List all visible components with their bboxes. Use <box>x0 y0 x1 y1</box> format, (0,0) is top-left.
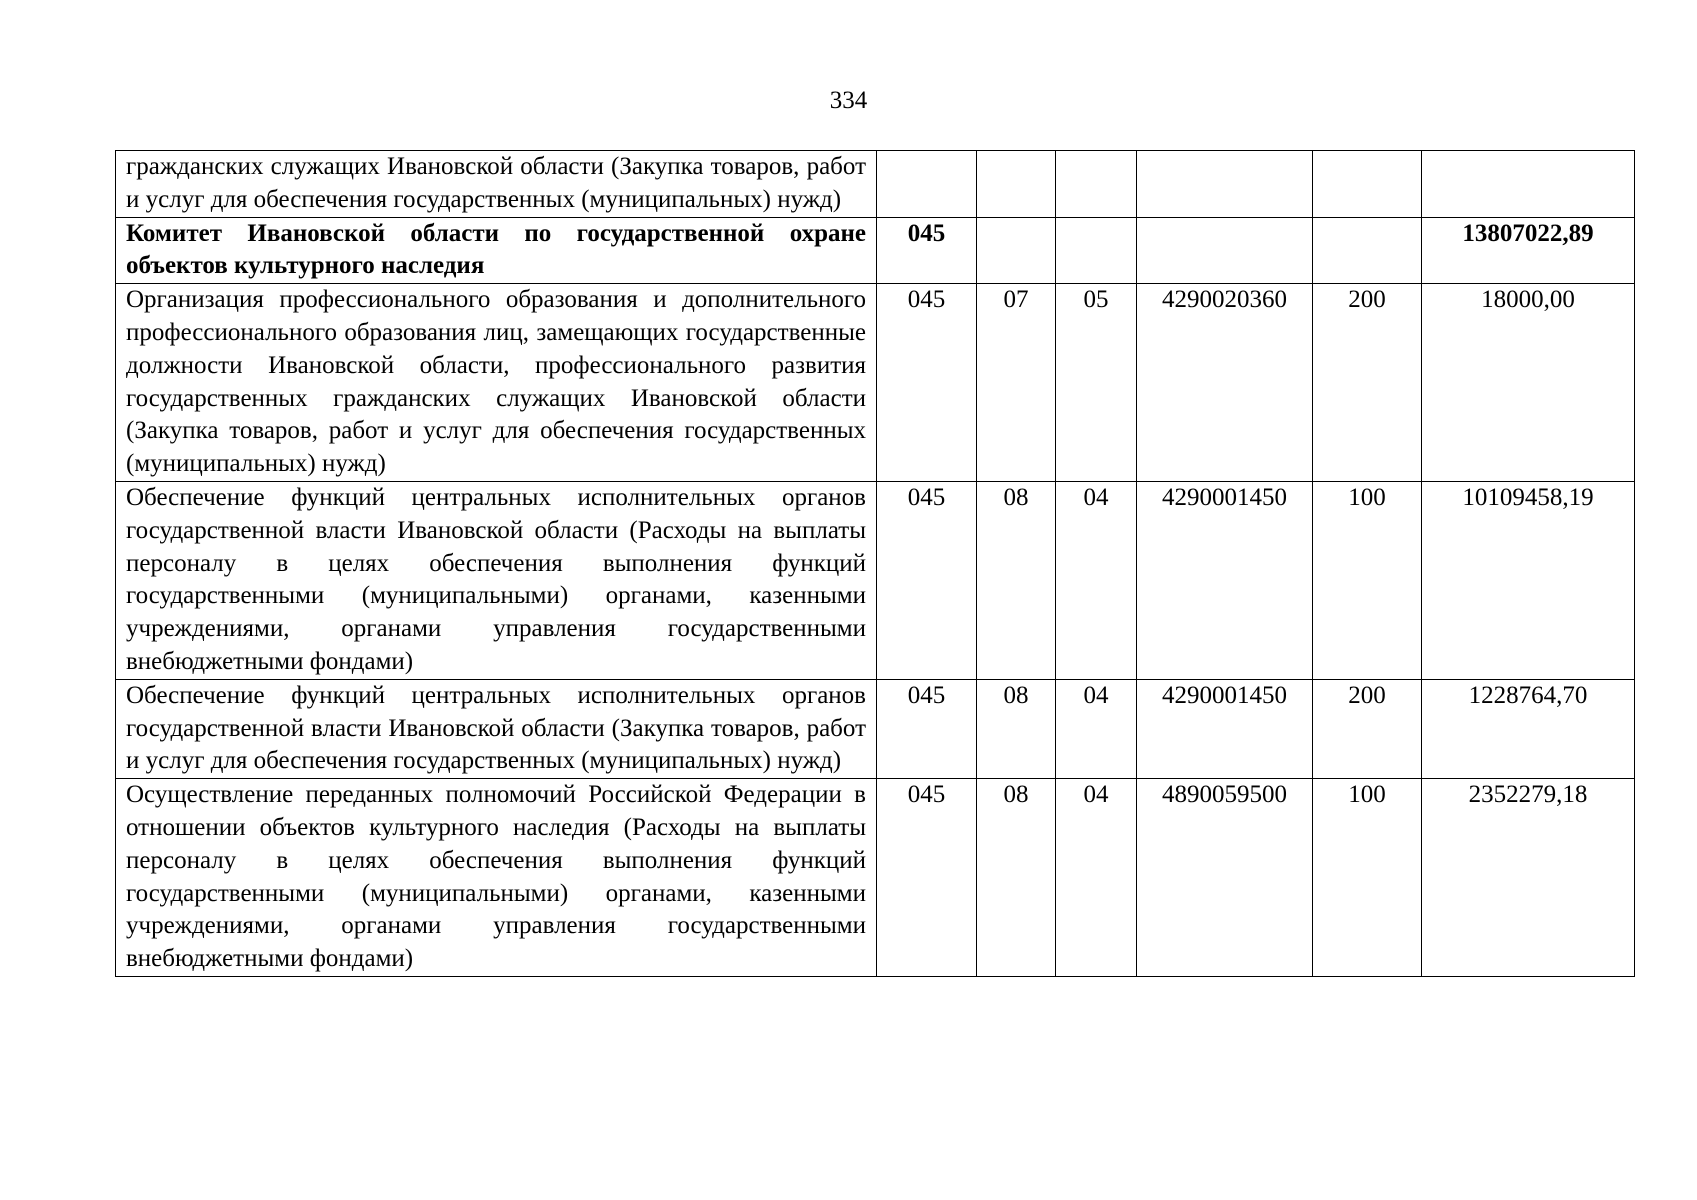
subsection-code: 05 <box>1056 284 1137 482</box>
subsection-code: 04 <box>1056 481 1137 679</box>
amount-value <box>1422 151 1635 218</box>
expense-type-code <box>1313 151 1422 218</box>
ministry-code <box>877 151 977 218</box>
amount-value: 10109458,19 <box>1422 481 1635 679</box>
row-description: Обеспечение функций центральных исполнительных органов государственной власти Ивановской области (Закупка товаров, работ и услуг для обеспечения государственных (муниципальных) нужд) <box>116 679 877 778</box>
row-description: Организация профессионального образования и дополнительного профессионального образования лиц, замещающих государственные должности Ивановской области, профессионального развития государственных гражданских служащих Ивановской области (Закупка товаров, работ и услуг для обеспечения государственных (муниципальных) нужд) <box>116 284 877 482</box>
table-row <box>116 151 1635 218</box>
subsection-code: 04 <box>1056 679 1137 778</box>
row-description: Комитет Ивановской области по государственной охране объектов культурного наследия <box>116 217 877 284</box>
target-article-code: 4290001450 <box>1137 481 1313 679</box>
ministry-code: 045 <box>877 779 977 977</box>
expense-type-code: 200 <box>1313 284 1422 482</box>
section-code <box>977 217 1056 284</box>
section-code: 08 <box>977 481 1056 679</box>
row-description: гражданских служащих Ивановской области (Закупка товаров, работ и услуг для обеспечения государственных (муниципальных) нужд) <box>116 151 877 218</box>
section-code <box>977 151 1056 218</box>
ministry-code: 045 <box>877 679 977 778</box>
amount-value: 1228764,70 <box>1422 679 1635 778</box>
target-article-code <box>1137 217 1313 284</box>
section-code: 08 <box>977 779 1056 977</box>
amount-value: 18000,00 <box>1422 284 1635 482</box>
target-article-code <box>1137 151 1313 218</box>
subsection-code <box>1056 217 1137 284</box>
section-code: 07 <box>977 284 1056 482</box>
amount-value: 2352279,18 <box>1422 779 1635 977</box>
target-article-code: 4290001450 <box>1137 679 1313 778</box>
ministry-code: 045 <box>877 284 977 482</box>
ministry-code: 045 <box>877 217 977 284</box>
ministry-code: 045 <box>877 481 977 679</box>
table-row <box>116 779 1635 977</box>
section-code: 08 <box>977 679 1056 778</box>
expense-type-code: 100 <box>1313 779 1422 977</box>
page-number: 334 <box>829 87 868 114</box>
table-row <box>116 481 1635 679</box>
expense-type-code: 200 <box>1313 679 1422 778</box>
subsection-code <box>1056 151 1137 218</box>
subsection-code: 04 <box>1056 779 1137 977</box>
row-description: Осуществление переданных полномочий Российской Федерации в отношении объектов культурного наследия (Расходы на выплаты персоналу в целях обеспечения выполнения функций государственными (муниципальными) органами, казенными учреждениями, органами управления государственными внебюджетными фондами) <box>116 779 877 977</box>
expense-type-code <box>1313 217 1422 284</box>
table-row <box>116 679 1635 778</box>
target-article-code: 4890059500 <box>1137 779 1313 977</box>
table-row <box>116 217 1635 284</box>
target-article-code: 4290020360 <box>1137 284 1313 482</box>
expense-type-code: 100 <box>1313 481 1422 679</box>
table-row <box>116 284 1635 482</box>
amount-value: 13807022,89 <box>1422 217 1635 284</box>
budget-table <box>115 150 1635 977</box>
row-description: Обеспечение функций центральных исполнительных органов государственной власти Ивановской области (Расходы на выплаты персоналу в целях обеспечения выполнения функций государственными (муниципальными) органами, казенными учреждениями, органами управления государственными внебюджетными фондами) <box>116 481 877 679</box>
